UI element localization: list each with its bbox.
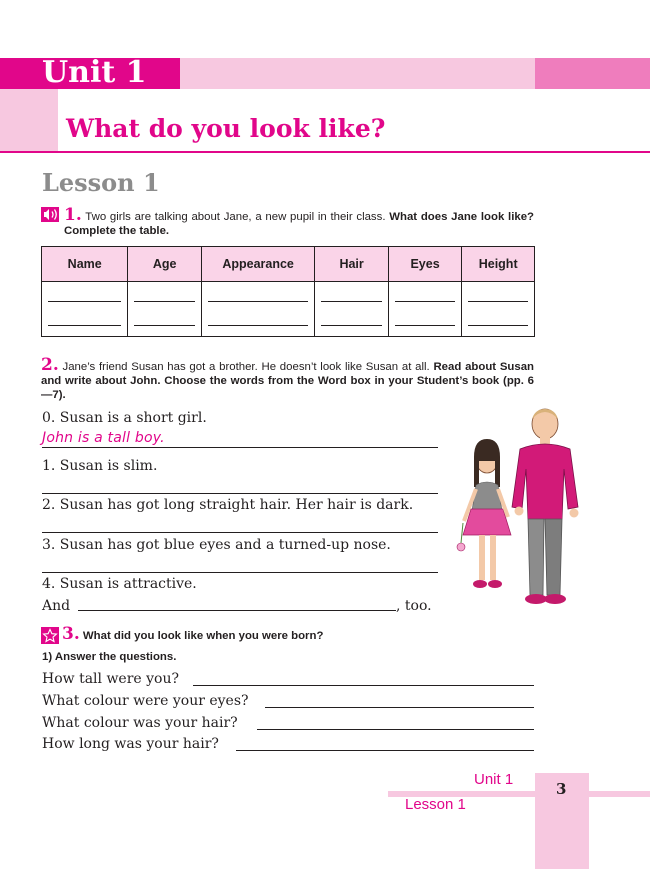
answer-line-hair-length[interactable] [236, 750, 534, 751]
header-rule [0, 151, 650, 153]
height-cell[interactable] [462, 282, 535, 337]
and-label: And [42, 598, 71, 614]
column-header-height: Height [462, 247, 535, 282]
task1-instructions [64, 205, 534, 238]
answer-line-1[interactable] [42, 493, 438, 494]
age-cell[interactable] [128, 282, 201, 337]
answer-line-height[interactable] [193, 685, 534, 686]
column-header-age: Age [128, 247, 201, 282]
appearance-table [41, 246, 535, 337]
task1-intro: Two girls are talking about Jane, a new pupil in their class. [85, 211, 386, 223]
eyes-cell[interactable] [388, 282, 462, 337]
john-figure [512, 409, 579, 604]
lesson-title: Lesson 1 [42, 168, 160, 197]
task2-item-4: 4. Susan is attractive. [42, 576, 197, 592]
susan-figure [457, 439, 511, 588]
task2-instructions [41, 355, 535, 402]
answer-line-3[interactable] [42, 572, 438, 573]
header-band-middle [180, 58, 535, 89]
task1-number: 1. [64, 205, 82, 225]
task2-item-0: 0. Susan is a short girl. [42, 410, 207, 426]
task2-item-1: 1. Susan is slim. [42, 458, 158, 474]
too-label: , too. [396, 598, 432, 614]
unit-title: Unit 1 [42, 55, 147, 90]
question-hair-length: How long was your hair? [42, 736, 219, 752]
task3-number: 3. [62, 624, 80, 644]
footer-unit: Unit 1 [474, 771, 514, 788]
appearance-cell[interactable] [201, 282, 315, 337]
answer-line-hair-colour[interactable] [257, 729, 534, 730]
task3-header [62, 624, 324, 644]
task2-number: 2. [41, 355, 59, 375]
task2-item-3: 3. Susan has got blue eyes and a turned-up nose. [42, 537, 391, 553]
task3-subtitle: 1) Answer the questions. [42, 651, 177, 663]
page-number: 3 [556, 780, 567, 798]
page-heading: What do you look like? [66, 114, 386, 143]
answer-line-eye-colour[interactable] [265, 707, 534, 708]
table-row [42, 282, 535, 337]
column-header-hair: Hair [315, 247, 388, 282]
task3-title: What did you look like when you were born? [82, 630, 324, 642]
column-header-name: Name [42, 247, 128, 282]
hair-cell[interactable] [315, 282, 388, 337]
task2-item-2: 2. Susan has got long straight hair. Her hair is dark. [42, 497, 414, 513]
column-header-appearance: Appearance [201, 247, 315, 282]
question-eye-colour: What colour were your eyes? [42, 693, 249, 709]
header-band-right [535, 58, 650, 89]
audio-icon[interactable] [41, 207, 59, 222]
answer-line-2[interactable] [42, 532, 438, 533]
answer-line-0[interactable] [42, 447, 438, 448]
question-height: How tall were you? [42, 671, 180, 687]
star-icon [41, 627, 59, 644]
name-cell[interactable] [42, 282, 128, 337]
answer-line-4[interactable] [78, 610, 396, 611]
footer-lesson: Lesson 1 [405, 796, 466, 813]
header-side-block [0, 89, 58, 151]
column-header-eyes: Eyes [388, 247, 462, 282]
example-answer: John is a tall boy. [42, 430, 165, 446]
task2-instruction: Read about Susan and write about John. Choose the words from the Word box in your Student’s book (pp. 6—7). [41, 361, 535, 401]
task1-instruction: What does Jane look like? Complete the table. [64, 211, 534, 237]
susan-and-john-illustration [448, 405, 598, 610]
question-hair-colour: What colour was your hair? [42, 715, 238, 731]
task2-intro: Jane’s friend Susan has got a brother. He doesn’t look like Susan at all. [62, 361, 430, 373]
